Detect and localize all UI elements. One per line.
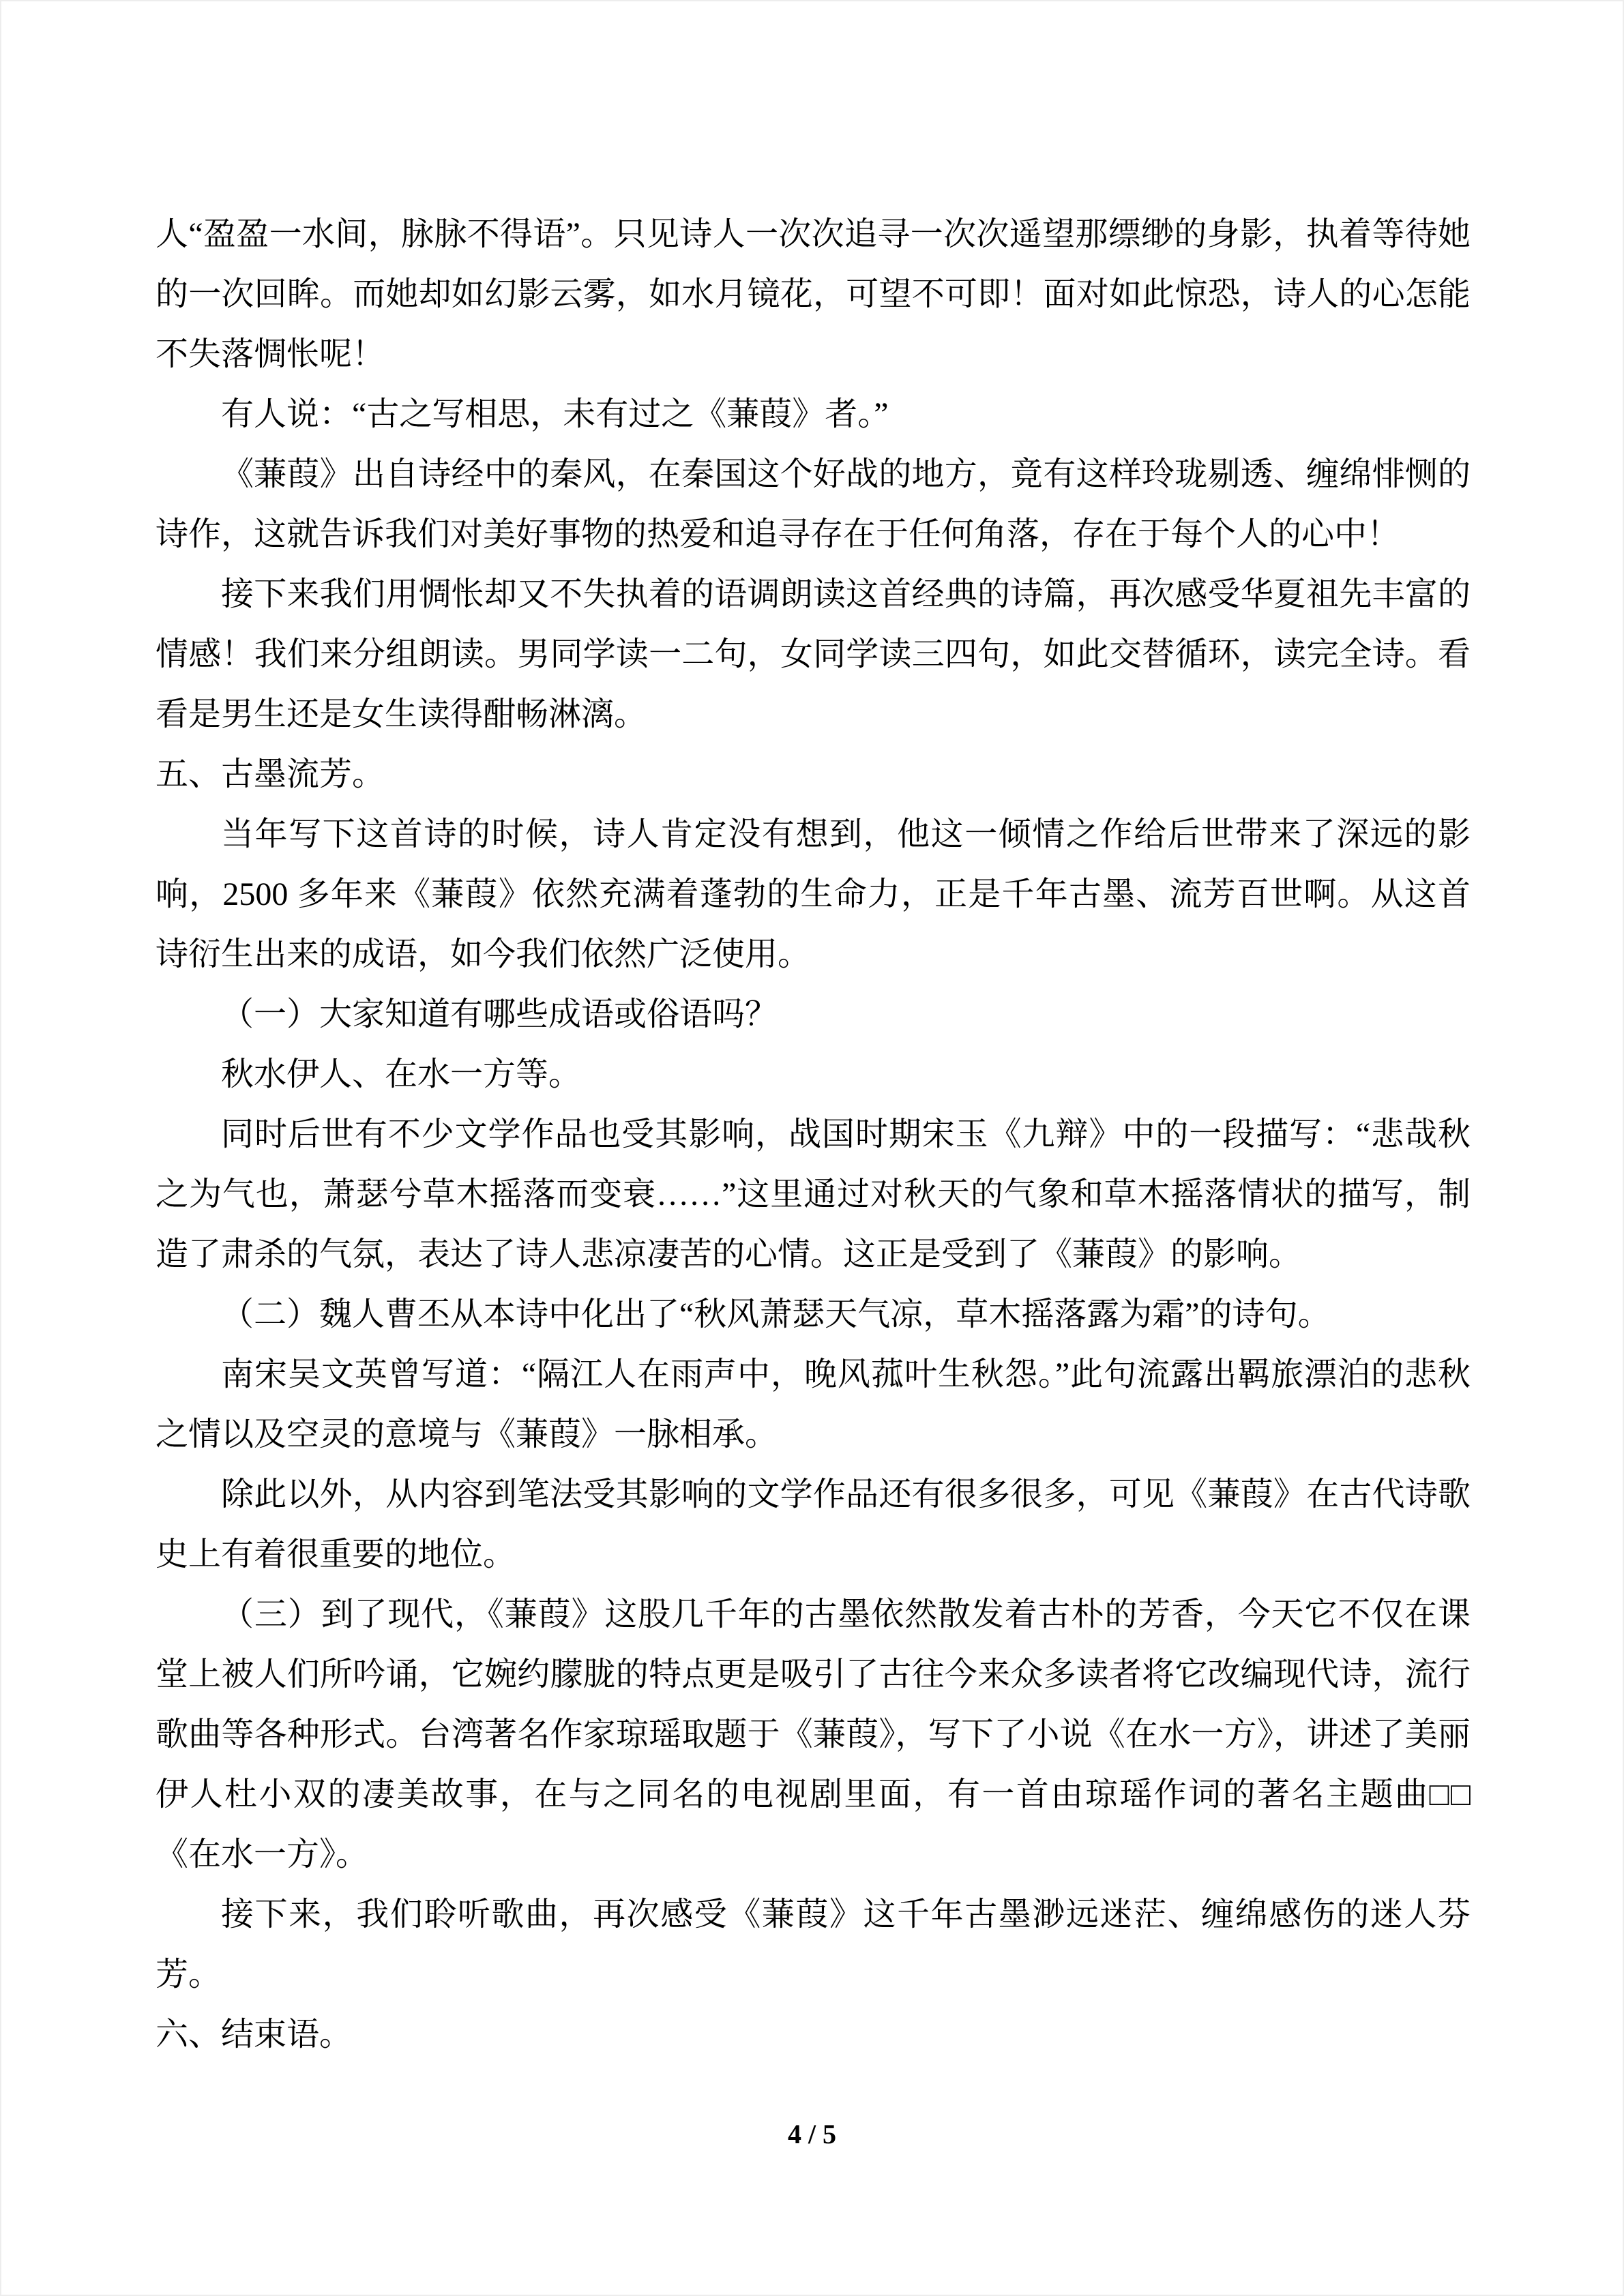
page-number: 4 / 5	[787, 2119, 837, 2149]
section-heading: 六、结束语。	[156, 2016, 353, 2053]
body-paragraph: （三）到了现代，《蒹葭》这股几千年的古墨依然散发着古朴的芳香，今天它不仅在课堂上被人们所吟诵，它婉约朦胧的特点更是吸引了古往今来众多读者将它改编现代诗，流行歌曲等各种形式。台湾著名作家琼瑶取题于《蒹葭》，写下了小说《在水一方》，讲述了美丽伊人杜小双的凄美故事，在与之同名的电视剧里面，有一首由琼瑶作词的著名主题曲□□《在水一方》。	[156, 1596, 1471, 1873]
body-paragraph: 接下来我们用惆怅却又不失执着的语调朗读这首经典的诗篇，再次感受华夏祖先丰富的情感！我们来分组朗读。男同学读一二句，女同学读三四句，如此交替循环，读完全诗。看看是男生还是女生读得酣畅淋漓。	[156, 576, 1471, 732]
body-paragraph: 除此以外，从内容到笔法受其影响的文学作品还有很多很多，可见《蒹葭》在古代诗歌史上有着很重要的地位。	[156, 1476, 1471, 1572]
body-paragraph: 同时后世有不少文学作品也受其影响，战国时期宋玉《九辩》中的一段描写：“悲哉秋之为气也，萧瑟兮草木摇落而变衰……”这里通过对秋天的气象和草木摇落情状的描写，制造了肃杀的气氛，表达了诗人悲凉凄苦的心情。这正是受到了《蒹葭》的影响。	[156, 1116, 1471, 1272]
body-paragraph: 有人说：“古之写相思，未有过之《蒹葭》者。”	[221, 396, 889, 432]
body-paragraph: 《蒹葭》出自诗经中的秦风，在秦国这个好战的地方，竟有这样玲珑剔透、缠绵悱恻的诗作，这就告诉我们对美好事物的热爱和追寻存在于任何角落，存在于每个人的心中！	[156, 456, 1471, 552]
body-paragraph: 秋水伊人、在水一方等。	[221, 1056, 582, 1092]
body-paragraph: 当年写下这首诗的时候，诗人肯定没有想到，他这一倾情之作给后世带来了深远的影响，2500 多年来《蒹葭》依然充满着蓬勃的生命力，正是千年古墨、流芳百世啊。从这首诗衍生出来的成语，如今我们依然广泛使用。	[156, 816, 1471, 972]
section-heading: 五、古墨流芳。	[156, 756, 385, 792]
body-paragraph: （一）大家知道有哪些成语或俗语吗？	[221, 996, 778, 1032]
document-body	[156, 205, 1471, 2065]
body-paragraph: 南宋吴文英曾写道：“隔江人在雨声中，晚风菰叶生秋怨。”此句流露出羁旅漂泊的悲秋之情以及空灵的意境与《蒹葭》一脉相承。	[156, 1356, 1471, 1452]
body-paragraph: 人“盈盈一水间，脉脉不得语”。只见诗人一次次追寻一次次遥望那缥缈的身影，执着等待她的一次回眸。而她却如幻影云雾，如水月镜花，可望不可即！面对如此惊恐，诗人的心怎能不失落惆怅呢！	[156, 216, 1471, 372]
body-paragraph: 接下来，我们聆听歌曲，再次感受《蒹葭》这千年古墨渺远迷茫、缠绵感伤的迷人芬芳。	[156, 1896, 1471, 1993]
body-paragraph: （二）魏人曹丕从本诗中化出了“秋风萧瑟天气凉，草木摇落露为霜”的诗句。	[221, 1296, 1331, 1332]
